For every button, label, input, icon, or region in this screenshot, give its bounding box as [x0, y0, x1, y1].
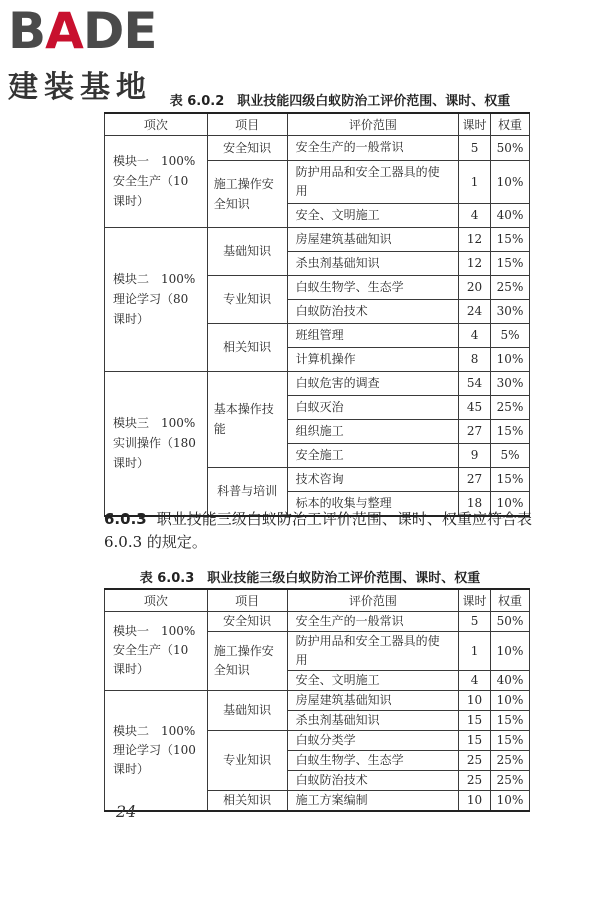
- table-row: [105, 135, 530, 160]
- hours-cell: 4: [459, 203, 491, 227]
- range-cell: 技术咨询: [287, 467, 459, 491]
- hours-cell: 8: [459, 347, 491, 371]
- weight-cell: 25%: [491, 770, 530, 790]
- hours-cell: 15: [459, 730, 491, 750]
- range-cell: 杀虫剂基础知识: [287, 710, 459, 730]
- table-row: [105, 611, 530, 631]
- range-cell: 白蚁防治技术: [287, 299, 459, 323]
- logo-subtitle: 建装基地: [8, 70, 152, 105]
- weight-cell: 10%: [491, 347, 530, 371]
- range-cell: 房屋建筑基础知识: [287, 227, 459, 251]
- section-paragraph: [104, 508, 532, 554]
- hours-cell: 1: [459, 160, 491, 203]
- header-cell: 评价范围: [287, 589, 459, 611]
- table-row: [105, 371, 530, 395]
- weight-cell: 5%: [491, 323, 530, 347]
- range-cell: 施工方案编制: [287, 790, 459, 811]
- logo: [8, 2, 178, 105]
- module-cell: 模块二 100%理论学习（80 课时）: [105, 227, 208, 371]
- logo-letters-de: DE: [82, 2, 157, 60]
- item-cell: 安全知识: [207, 611, 287, 631]
- header-cell: 项目: [207, 113, 287, 135]
- header-cell: 权重: [491, 589, 530, 611]
- weight-cell: 5%: [491, 443, 530, 467]
- item-cell: 基础知识: [207, 227, 287, 275]
- range-cell: 安全、文明施工: [287, 670, 459, 690]
- hours-cell: 10: [459, 690, 491, 710]
- hours-cell: 45: [459, 395, 491, 419]
- hours-cell: 15: [459, 710, 491, 730]
- item-cell: 科普与培训: [207, 467, 287, 516]
- range-cell: 白蚁防治技术: [287, 770, 459, 790]
- weight-cell: 10%: [491, 631, 530, 670]
- hours-cell: 4: [459, 670, 491, 690]
- range-cell: 标本的收集与整理: [287, 491, 459, 516]
- hours-cell: 12: [459, 251, 491, 275]
- hours-cell: 25: [459, 750, 491, 770]
- hours-cell: 18: [459, 491, 491, 516]
- hours-cell: 5: [459, 611, 491, 631]
- header-cell: 评价范围: [287, 113, 459, 135]
- item-cell: 安全知识: [207, 135, 287, 160]
- range-cell: 白蚁危害的调查: [287, 371, 459, 395]
- table-row: [105, 227, 530, 251]
- header-cell: 课时: [459, 589, 491, 611]
- weight-cell: 15%: [491, 251, 530, 275]
- table2-caption: 表 6.0.3 职业技能三级白蚁防治工评价范围、课时、权重: [139, 571, 481, 586]
- header-cell: 项次: [105, 589, 208, 611]
- weight-cell: 15%: [491, 730, 530, 750]
- range-cell: 班组管理: [287, 323, 459, 347]
- hours-cell: 1: [459, 631, 491, 670]
- table1-caption: 表 6.0.2 职业技能四级白蚁防治工评价范围、课时、权重: [169, 94, 511, 109]
- weight-cell: 40%: [491, 203, 530, 227]
- range-cell: 计算机操作: [287, 347, 459, 371]
- range-cell: 防护用品和安全工器具的使用: [287, 631, 459, 670]
- range-cell: 白蚁分类学: [287, 730, 459, 750]
- weight-cell: 25%: [491, 750, 530, 770]
- weight-cell: 15%: [491, 467, 530, 491]
- logo-letter-a: A: [45, 2, 83, 60]
- hours-cell: 24: [459, 299, 491, 323]
- table2: [104, 588, 530, 812]
- hours-cell: 20: [459, 275, 491, 299]
- item-cell: 施工操作安全知识: [207, 631, 287, 690]
- module-cell: 模块三 100%实训操作（180 课时）: [105, 371, 208, 516]
- range-cell: 白蚁灭治: [287, 395, 459, 419]
- hours-cell: 5: [459, 135, 491, 160]
- hours-cell: 27: [459, 467, 491, 491]
- range-cell: 白蚁生物学、生态学: [287, 750, 459, 770]
- weight-cell: 15%: [491, 710, 530, 730]
- hours-cell: 54: [459, 371, 491, 395]
- header-cell: 项目: [207, 589, 287, 611]
- module-cell: 模块一 100%安全生产（10 课时）: [105, 611, 208, 690]
- range-cell: 安全、文明施工: [287, 203, 459, 227]
- hours-cell: 12: [459, 227, 491, 251]
- hours-cell: 27: [459, 419, 491, 443]
- page-number: 24: [116, 802, 137, 821]
- range-cell: 白蚁生物学、生态学: [287, 275, 459, 299]
- range-cell: 房屋建筑基础知识: [287, 690, 459, 710]
- table1-header-row: [105, 113, 530, 135]
- range-cell: 安全施工: [287, 443, 459, 467]
- weight-cell: 10%: [491, 160, 530, 203]
- item-cell: 相关知识: [207, 790, 287, 811]
- weight-cell: 50%: [491, 135, 530, 160]
- header-cell: 权重: [491, 113, 530, 135]
- hours-cell: 9: [459, 443, 491, 467]
- weight-cell: 30%: [491, 299, 530, 323]
- hours-cell: 4: [459, 323, 491, 347]
- table1: [104, 112, 530, 517]
- item-cell: 相关知识: [207, 323, 287, 371]
- item-cell: 施工操作安全知识: [207, 160, 287, 227]
- weight-cell: 10%: [491, 790, 530, 811]
- hours-cell: 10: [459, 790, 491, 811]
- range-cell: 安全生产的一般常识: [287, 135, 459, 160]
- weight-cell: 15%: [491, 419, 530, 443]
- module-cell: 模块二 100%理论学习（100 课时）: [105, 690, 208, 811]
- item-cell: 基础知识: [207, 690, 287, 730]
- weight-cell: 10%: [491, 690, 530, 710]
- item-cell: 专业知识: [207, 730, 287, 790]
- logo-letter-b: B: [8, 2, 46, 60]
- section-text: 职业技能三级白蚁防治工评价范围、课时、权重应符合表 6.0.3 的规定。: [104, 510, 532, 551]
- item-cell: 专业知识: [207, 275, 287, 323]
- item-cell: 基本操作技能: [207, 371, 287, 467]
- table-row: [105, 690, 530, 710]
- weight-cell: 40%: [491, 670, 530, 690]
- weight-cell: 25%: [491, 275, 530, 299]
- header-cell: 课时: [459, 113, 491, 135]
- weight-cell: 50%: [491, 611, 530, 631]
- weight-cell: 10%: [491, 491, 530, 516]
- weight-cell: 30%: [491, 371, 530, 395]
- range-cell: 杀虫剂基础知识: [287, 251, 459, 275]
- range-cell: 组织施工: [287, 419, 459, 443]
- logo-wordmark: [8, 2, 157, 60]
- header-cell: 项次: [105, 113, 208, 135]
- section-number: 6.0.3: [104, 510, 147, 528]
- hours-cell: 25: [459, 770, 491, 790]
- table2-header-row: [105, 589, 530, 611]
- weight-cell: 25%: [491, 395, 530, 419]
- range-cell: 安全生产的一般常识: [287, 611, 459, 631]
- range-cell: 防护用品和安全工器具的使用: [287, 160, 459, 203]
- weight-cell: 15%: [491, 227, 530, 251]
- module-cell: 模块一 100%安全生产（10 课时）: [105, 135, 208, 227]
